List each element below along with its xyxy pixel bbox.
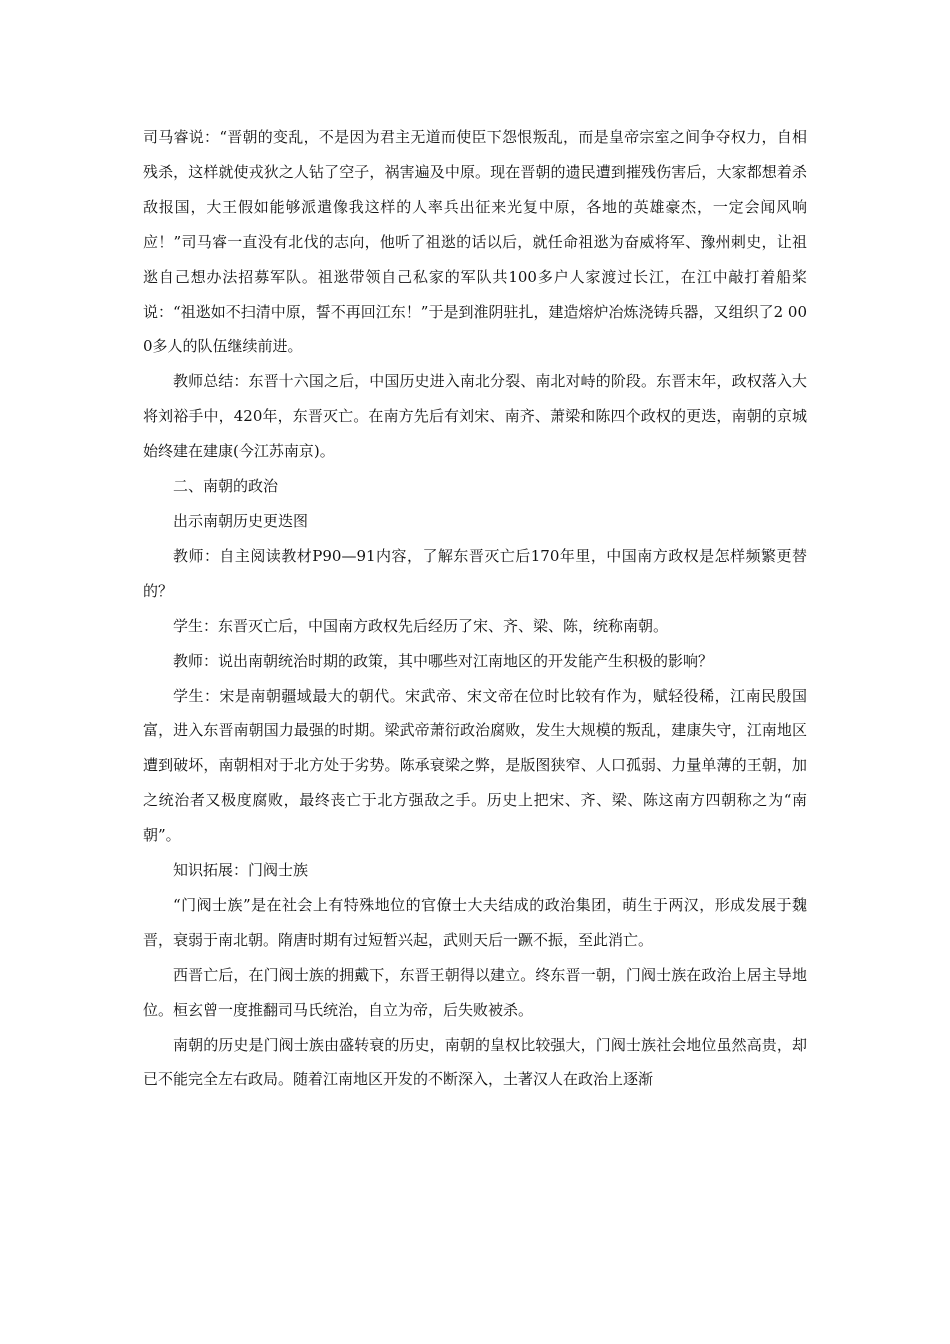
paragraph-show-succession-chart: 出示南朝历史更迭图 [173, 511, 309, 530]
paragraph-menfa-definition: “门阀士族”是在社会上有特殊地位的官僚士大夫结成的政治集团，萌生于两汉，形成发展于魏晋，衰弱于南北朝。隋唐时期有过短暂兴起，武则天后一蹶不振，至此消亡。 [143, 895, 807, 949]
paragraph-teacher-summary: 教师总结：东晋十六国之后，中国历史进入南北分裂、南北对峙的阶段。东晋末年，政权落入大将刘裕手中，420年，东晋灭亡。在南方先后有刘宋、南齐、萧梁和陈四个政权的更迭，南朝的京城始终建在建康(今江苏南京)。 [143, 372, 807, 461]
paragraph-student-answer-dynasties: 学生：宋是南朝疆域最大的朝代。宋武帝、宋文帝在位时比较有作为，赋轻役稀，江南民殷国富，进入东晋南朝国力最强的时期。梁武帝萧衍政治腐败，发生大规模的叛乱，建康失守，江南地区遭到破坏，南朝相对于北方处于劣势。陈承衰梁之弊，是版图狭窄、人口孤弱、力量单薄的王朝，加之统治者又极度腐败，最终丧亡于北方强敌之手。历史上把宋、齐、梁、陈这南方四朝称之为“南朝”。 [143, 686, 807, 845]
paragraph-sima-rui-speech: 司马睿说：“晋朝的变乱，不是因为君主无道而使臣下怨恨叛乱，而是皇帝宗室之间争夺权力，自相残杀，这样就使戎狄之人钻了空子，祸害遍及中原。现在晋朝的遗民遭到摧残伤害后，大家都想着杀敌报国，大王假如能够派遣像我这样的人率兵出征来光复中原，各地的英雄豪杰，一定会闻风响应！”司马睿一直没有北伐的志向，他听了祖逖的话以后，就任命祖逖为奋威将军、豫州刺史，让祖逖自己想办法招募军队。祖逖带领自己私家的军队共100多户人家渡过长江，在江中敲打着船桨说：“祖逖如不扫清中原，誓不再回江东！”于是到淮阴驻扎，建造熔炉冶炼浇铸兵器，又组织了2 000多人的队伍继续前进。 [143, 128, 807, 356]
document-body [143, 120, 807, 1097]
paragraph-eastern-jin-menfa: 西晋亡后，在门阀士族的拥戴下，东晋王朝得以建立。终东晋一朝，门阀士族在政治上居主导地位。桓玄曾一度推翻司马氏统治，自立为帝，后失败被杀。 [143, 965, 807, 1019]
paragraph-knowledge-extension-title: 知识拓展：门阀士族 [173, 861, 309, 880]
paragraph-student-answer-succession: 学生：东晋灭亡后，中国南方政权先后经历了宋、齐、梁、陈，统称南朝。 [173, 616, 669, 635]
section-heading-southern-dynasties-politics: 二、南朝的政治 [173, 477, 279, 496]
paragraph-southern-dynasties-menfa: 南朝的历史是门阀士族由盛转衰的历史，南朝的皇权比较强大，门阀士族社会地位虽然高贵，却已不能完全左右政局。随着江南地区开发的不断深入，土著汉人在政治上逐渐 [143, 1035, 807, 1089]
paragraph-teacher-reading-task: 教师：自主阅读教材P90—91内容，了解东晋灭亡后170年里，中国南方政权是怎样频繁更替的？ [143, 546, 807, 600]
paragraph-teacher-question-policies: 教师：说出南朝统治时期的政策，其中哪些对江南地区的开发能产生积极的影响？ [173, 651, 714, 670]
